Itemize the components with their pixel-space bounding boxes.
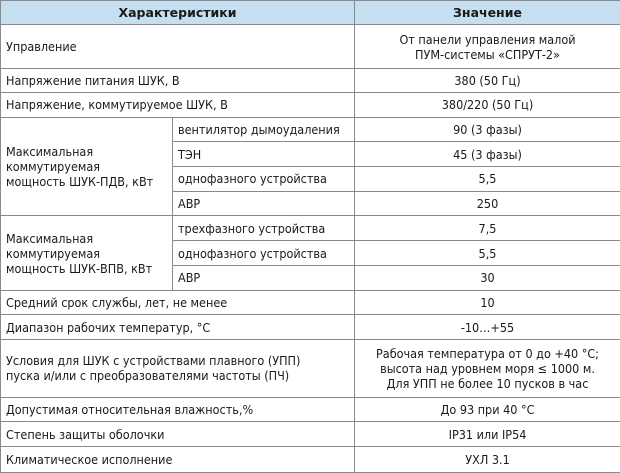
value-pdv-avr: 250 — [355, 191, 620, 216]
label-pdv-line2: коммутируемая — [6, 159, 101, 175]
sub-label-pdv-fan: вентилятор дымоудаления — [173, 117, 355, 142]
value-temperature-range: -10…+55 — [355, 315, 620, 340]
header-characteristics: Характеристики — [1, 1, 355, 25]
value-vpv-avr: 30 — [355, 265, 620, 290]
value-conditions — [355, 339, 620, 397]
value-conditions-line2: высота над уровнем моря ≤ 1000 м. — [380, 360, 595, 376]
header-row — [1, 1, 620, 25]
value-control-line1: От панели управления малой — [399, 31, 576, 47]
sub-label-vpv-three-phase: трехфазного устройства — [173, 216, 355, 241]
value-humidity: До 93 при 40 °С — [355, 397, 620, 422]
label-service-life: Средний срок службы, лет, не менее — [1, 290, 355, 315]
value-vpv-three-phase: 7,5 — [355, 216, 620, 241]
row-service-life — [1, 290, 620, 315]
row-vpv-three-phase — [1, 216, 620, 241]
row-switched-voltage — [1, 92, 620, 117]
row-control — [1, 25, 620, 69]
label-pdv-line1: Максимальная — [6, 144, 94, 160]
value-protection: IP31 или IP54 — [355, 422, 620, 447]
value-service-life: 10 — [355, 290, 620, 315]
sub-label-pdv-ten: ТЭН — [173, 142, 355, 167]
value-climate: УХЛ 3.1 — [355, 447, 620, 473]
sub-label-vpv-single-phase: однофазного устройства — [173, 241, 355, 266]
value-pdv-fan: 90 (3 фазы) — [355, 117, 620, 142]
label-vpv-line1: Максимальная — [6, 230, 94, 246]
label-conditions-line1: Условия для ШУК с устройствами плавного (УПП) — [6, 353, 301, 369]
header-value: Значение — [355, 1, 620, 25]
row-supply-voltage — [1, 69, 620, 93]
label-supply-voltage: Напряжение питания ШУК, В — [1, 69, 355, 93]
row-pdv-fan — [1, 117, 620, 142]
sub-label-vpv-avr: АВР — [173, 265, 355, 290]
value-pdv-single-phase: 5,5 — [355, 167, 620, 192]
label-protection: Степень защиты оболочки — [1, 422, 355, 447]
label-vpv-group — [1, 216, 173, 290]
value-pdv-ten: 45 (3 фазы) — [355, 142, 620, 167]
label-vpv-line3: мощность ШУК-ВПВ, кВт — [6, 260, 153, 276]
row-temperature-range — [1, 315, 620, 340]
label-switched-voltage: Напряжение, коммутируемое ШУК, В — [1, 92, 355, 117]
value-control-line2: ПУМ-системы «СПРУТ-2» — [415, 46, 560, 62]
label-control: Управление — [1, 25, 355, 69]
sub-label-pdv-avr: АВР — [173, 191, 355, 216]
value-supply-voltage: 380 (50 Гц) — [355, 69, 620, 93]
label-vpv-line2: коммутируемая — [6, 245, 101, 261]
value-switched-voltage: 380/220 (50 Гц) — [355, 92, 620, 117]
row-humidity — [1, 397, 620, 422]
value-vpv-single-phase: 5,5 — [355, 241, 620, 266]
label-temperature-range: Диапазон рабочих температур, °С — [1, 315, 355, 340]
value-conditions-line1: Рабочая температура от 0 до +40 °С; — [376, 345, 599, 361]
label-conditions — [1, 339, 355, 397]
label-climate: Климатическое исполнение — [1, 447, 355, 473]
row-climate — [1, 447, 620, 473]
label-pdv-group — [1, 117, 173, 216]
value-control — [355, 25, 620, 69]
value-conditions-line3: Для УПП не более 10 пусков в час — [386, 375, 589, 391]
row-protection — [1, 422, 620, 447]
label-pdv-line3: мощность ШУК-ПДВ, кВт — [6, 174, 154, 190]
label-conditions-line2: пуска и/или с преобразователями частоты (ПЧ) — [6, 368, 290, 384]
sub-label-pdv-single-phase: однофазного устройства — [173, 167, 355, 192]
label-humidity: Допустимая относительная влажность,% — [1, 397, 355, 422]
row-conditions — [1, 339, 620, 397]
